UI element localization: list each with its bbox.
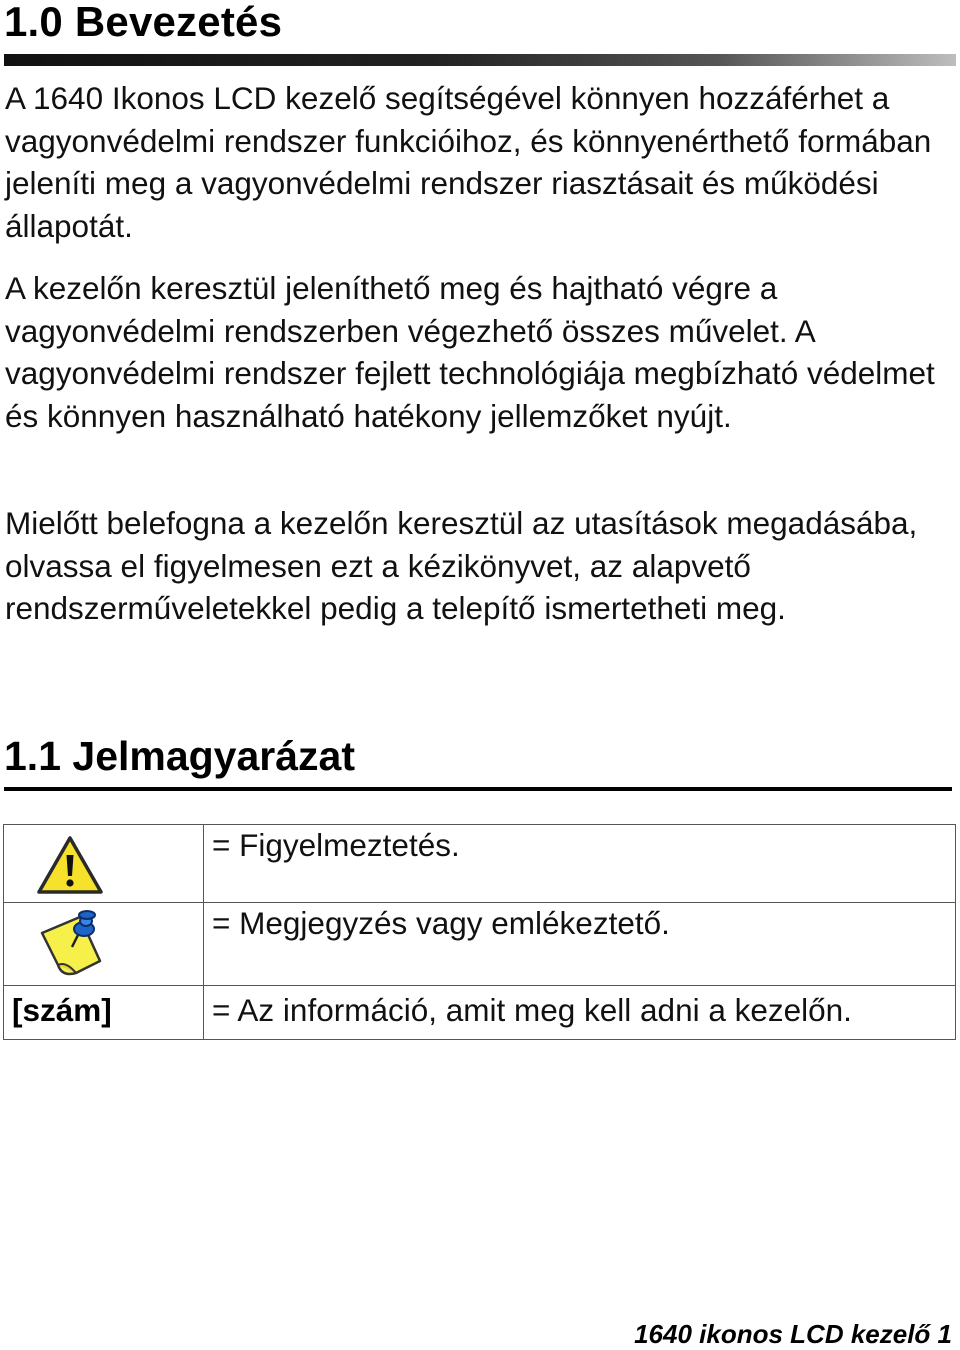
legend-row-number (4, 986, 956, 1040)
intro-paragraph-1: A 1640 Ikonos LCD kezelő segítségével könnyen hozzáférhet a vagyonvédelmi rendszer funkcióihoz, és könnyenérthető formában jeleníti meg a vagyonvédelmi rendszer riasztásait és működési állapotát. (5, 80, 932, 244)
section-title-jelmagyarazat: 1.1 Jelmagyarázat (4, 733, 356, 779)
intro-paragraph-3: Mielőtt belefogna a kezelőn keresztül az utasítások megadásába, olvassa el figyelmesen ezt a kézikönyvet, az alapvető rendszerműveletekkel pedig a telepítő ismertetheti meg. (5, 505, 918, 626)
note-pin-icon (36, 907, 108, 979)
intro-paragraph-2: A kezelőn keresztül jeleníthető meg és hajtható végre a vagyonvédelmi rendszerben végezhető összes művelet. A vagyonvédelmi rendszer fejlett technológiája megbízható védelmet és könnyen használható hatékony jellemzőket nyújt. (5, 270, 935, 434)
legend-note-text: = Megjegyzés vagy emlékeztető. (204, 903, 956, 986)
section-title-bevezetes: 1.0 Bevezetés (4, 0, 283, 45)
legend-row-warning (4, 825, 956, 903)
legend-icon-cell (4, 903, 204, 986)
title-gradient-bar (4, 54, 956, 66)
legend-term-szam: [szám] (4, 986, 204, 1040)
legend-warning-text: = Figyelmeztetés. (204, 825, 956, 903)
page-footer: 1640 ikonos LCD kezelő 1 (634, 1319, 952, 1349)
legend-table (3, 824, 956, 1040)
legend-row-note (4, 903, 956, 986)
section-divider (4, 787, 952, 791)
warning-icon (36, 835, 104, 895)
legend-icon-cell (4, 825, 204, 903)
legend-number-text: = Az információ, amit meg kell adni a kezelőn. (204, 986, 956, 1040)
